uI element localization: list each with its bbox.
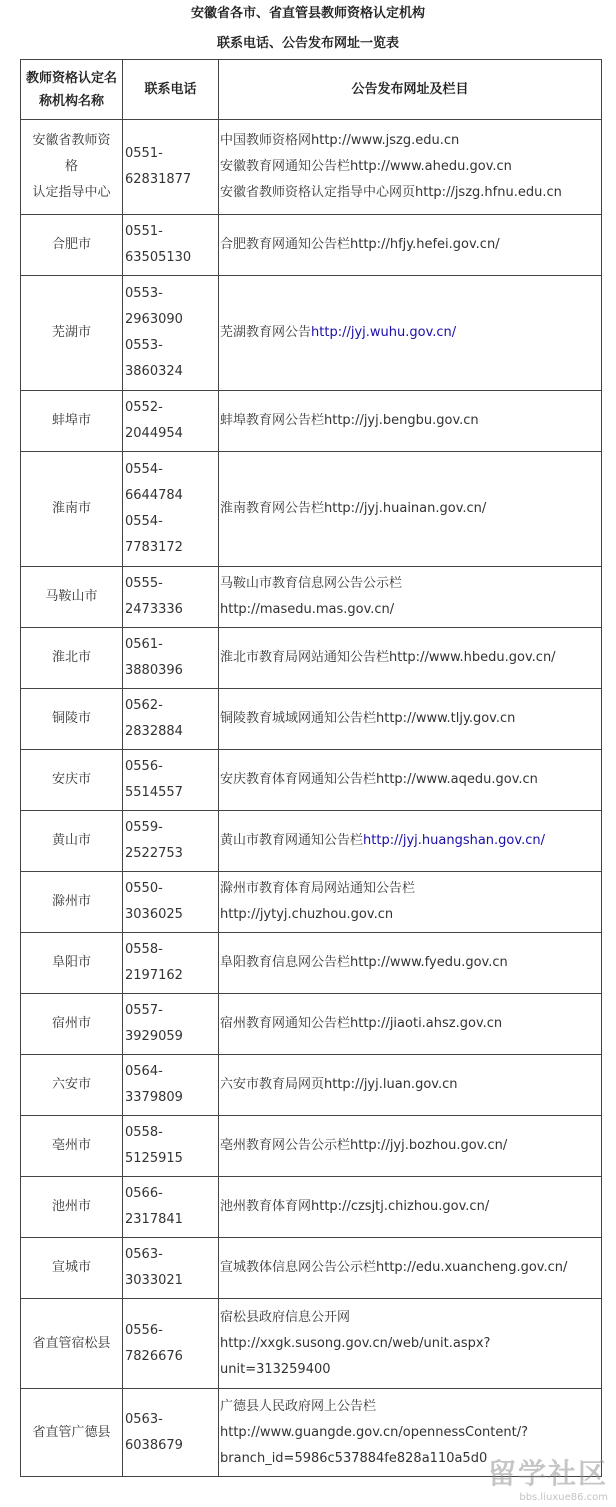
website-text: [220, 1305, 599, 1331]
org-name-cell: [21, 391, 123, 452]
phone-text: 0554-: [125, 514, 163, 529]
table-row: [21, 811, 602, 872]
phone-cell: [123, 689, 219, 750]
table-row: [21, 1055, 602, 1116]
website-text: [220, 1420, 599, 1446]
website-cell: [219, 689, 602, 750]
table-row: [21, 452, 602, 567]
org-name-text: 安庆市: [51, 772, 91, 787]
org-name-cell: [21, 689, 123, 750]
org-name-text: 铜陵市: [51, 711, 91, 726]
phone-cell: [123, 391, 219, 452]
org-name-cell: [21, 750, 123, 811]
phone-text: 0556-: [125, 1322, 163, 1338]
org-name-cell: [21, 1177, 123, 1238]
website-cell: [219, 391, 602, 452]
website-text: [220, 408, 599, 434]
phone-text: 2522753: [125, 846, 183, 861]
website-text: [220, 1133, 599, 1159]
phone-text: 2963090: [125, 312, 183, 327]
header-site: 公告发布网址及栏目: [219, 60, 602, 120]
contact-table: [20, 59, 602, 1477]
website-label: 蚌埠教育网公告栏http://jyj.bengbu.gov.cn: [220, 413, 479, 428]
website-label: 马鞍山市教育信息网公告公示栏: [220, 576, 403, 591]
website-text: [220, 645, 599, 671]
org-name-cell: [21, 811, 123, 872]
phone-text: 7783172: [125, 540, 183, 555]
phone-text: 2317841: [125, 1212, 183, 1227]
website-text: [220, 597, 599, 623]
org-name-text: 认定指导中心: [32, 185, 111, 200]
phone-text: 3860324: [125, 364, 183, 379]
phone-text: 6038679: [125, 1437, 183, 1453]
watermark-logo: 留学社区: [487, 1457, 608, 1490]
table-row: [21, 1177, 602, 1238]
phone-text: 0557-: [125, 1003, 163, 1018]
website-link[interactable]: http://jyj.wuhu.gov.cn/: [311, 325, 457, 340]
website-label: http://xxgk.susong.gov.cn/web/unit.aspx?: [220, 1335, 491, 1351]
phone-cell: [123, 994, 219, 1055]
phone-cell: [123, 872, 219, 933]
document-subtitle: 联系电话、公告发布网址一览表: [216, 36, 399, 51]
org-name-cell: [21, 872, 123, 933]
phone-text: 2197162: [125, 968, 183, 983]
document-title: 安徽省各市、省直管县教师资格认定机构: [190, 6, 425, 21]
website-cell: [219, 628, 602, 689]
website-cell: [219, 1299, 602, 1389]
website-cell: [219, 276, 602, 391]
phone-cell: [123, 120, 219, 215]
website-cell: [219, 215, 602, 276]
website-cell: [219, 120, 602, 215]
phone-cell: [123, 567, 219, 628]
website-label: 宣城教体信息网公告公示栏http://edu.xuancheng.gov.cn/: [220, 1260, 568, 1275]
phone-text: 3036025: [125, 907, 183, 922]
website-text: [220, 706, 599, 732]
phone-text: 0558-: [125, 1125, 163, 1140]
website-text: [220, 1011, 599, 1037]
watermark-url: bbs.liuxue86.com: [519, 1492, 608, 1503]
org-name-cell: [21, 215, 123, 276]
website-label: branch_id=5986c537884fe828a110a5d0: [220, 1450, 488, 1466]
phone-text: 0555-: [125, 576, 163, 591]
org-name-cell: [21, 120, 123, 215]
website-text: [220, 128, 599, 154]
org-name-text: 省直管宿松县: [32, 1335, 111, 1351]
org-name-text: 格: [64, 159, 78, 174]
website-link[interactable]: http://jyj.huangshan.gov.cn/: [363, 833, 545, 848]
phone-cell: [123, 1299, 219, 1389]
phone-text: 0552-: [125, 400, 163, 415]
website-label: 合肥教育网通知公告栏http://hfjy.hefei.gov.cn/: [220, 237, 500, 252]
website-text: [220, 1072, 599, 1098]
org-name-text: 蚌埠市: [51, 413, 91, 428]
website-label: http://jytyj.chuzhou.gov.cn: [220, 907, 394, 922]
website-label: 中国教师资格网http://www.jszg.edu.cn: [220, 133, 460, 148]
phone-text: 5514557: [125, 785, 183, 800]
org-name-text: 亳州市: [51, 1138, 91, 1153]
website-label: unit=313259400: [220, 1361, 331, 1377]
org-name-text: 宿州市: [51, 1016, 91, 1031]
website-label: 淮北市教育局网站通知公告栏http://www.hbedu.gov.cn/: [220, 650, 556, 665]
org-name-text: 黄山市: [51, 833, 91, 848]
website-cell: [219, 750, 602, 811]
website-cell: [219, 567, 602, 628]
org-name-cell: [21, 1238, 123, 1299]
website-label: 淮南教育网公告栏http://jyj.huainan.gov.cn/: [220, 501, 487, 516]
table-row: [21, 215, 602, 276]
org-name-text: 阜阳市: [51, 955, 91, 970]
table-row: [21, 933, 602, 994]
org-name-text: 宣城市: [51, 1260, 91, 1275]
org-name-cell: [21, 1116, 123, 1177]
phone-cell: [123, 1116, 219, 1177]
phone-text: 0562-: [125, 698, 163, 713]
website-label: 黄山市教育网通知公告栏: [220, 833, 364, 848]
table-row: [21, 120, 602, 215]
website-cell: [219, 1116, 602, 1177]
phone-text: 3929059: [125, 1029, 183, 1044]
phone-text: 0551-: [125, 146, 163, 161]
website-label: 亳州教育网公告公示栏http://jyj.bozhou.gov.cn/: [220, 1138, 508, 1153]
org-name-text: 芜湖市: [51, 325, 91, 340]
website-cell: [219, 1177, 602, 1238]
website-text: [220, 950, 599, 976]
phone-text: 0556-: [125, 759, 163, 774]
table-row: [21, 1299, 602, 1389]
table-row: [21, 391, 602, 452]
website-cell: [219, 933, 602, 994]
org-name-text: 安徽省教师资: [32, 133, 111, 148]
website-text: [220, 1331, 599, 1357]
table-row: [21, 1116, 602, 1177]
table-row: [21, 628, 602, 689]
website-text: [220, 571, 599, 597]
table-body: [21, 120, 602, 1477]
website-label: 广德县人民政府网上公告栏: [220, 1398, 377, 1414]
website-cell: [219, 811, 602, 872]
org-name-text: 滁州市: [51, 894, 91, 909]
website-cell: [219, 452, 602, 567]
website-label: 安徽教育网通知公告栏http://www.ahedu.gov.cn: [220, 159, 512, 174]
website-text: [220, 1255, 599, 1281]
website-label: 阜阳教育信息网公告栏http://www.fyedu.gov.cn: [220, 955, 508, 970]
phone-text: 0563-: [125, 1247, 163, 1262]
website-cell: [219, 994, 602, 1055]
website-label: 滁州市教育体育局网站通知公告栏: [220, 881, 416, 896]
website-text: [220, 902, 599, 928]
phone-cell: [123, 1238, 219, 1299]
header-org: 教师资格认定名称机构名称: [21, 60, 123, 120]
website-text: [220, 1394, 599, 1420]
website-label: 芜湖教育网公告: [220, 325, 312, 340]
phone-text: 0554-: [125, 462, 163, 477]
phone-cell: [123, 452, 219, 567]
website-text: [220, 180, 599, 206]
org-name-cell: [21, 567, 123, 628]
website-text: [220, 876, 599, 902]
phone-text: 62831877: [125, 172, 192, 187]
phone-text: 2832884: [125, 724, 183, 739]
org-name-cell: [21, 452, 123, 567]
table-row: [21, 1238, 602, 1299]
phone-text: 5125915: [125, 1151, 183, 1166]
phone-text: 2044954: [125, 426, 183, 441]
phone-cell: [123, 1055, 219, 1116]
website-label: 安徽省教师资格认定指导中心网页http://jszg.hfnu.edu.cn: [220, 185, 562, 200]
phone-cell: [123, 811, 219, 872]
org-name-text: 马鞍山市: [45, 589, 98, 604]
watermark: [488, 1452, 608, 1503]
org-name-cell: [21, 1299, 123, 1389]
phone-text: 2473336: [125, 602, 183, 617]
org-name-cell: [21, 1055, 123, 1116]
table-row: [21, 750, 602, 811]
website-label: 六安市教育局网页http://jyj.luan.gov.cn: [220, 1077, 458, 1092]
phone-text: 6644784: [125, 488, 183, 503]
phone-cell: [123, 1389, 219, 1477]
org-name-text: 六安市: [51, 1077, 91, 1092]
phone-text: 0564-: [125, 1064, 163, 1079]
org-name-cell: [21, 994, 123, 1055]
website-cell: [219, 1238, 602, 1299]
website-label: http://www.guangde.gov.cn/opennessContent/?: [220, 1424, 528, 1440]
phone-cell: [123, 628, 219, 689]
table-header-row: [21, 60, 602, 120]
phone-text: 0559-: [125, 820, 163, 835]
org-name-cell: [21, 1389, 123, 1477]
phone-text: 0551-: [125, 224, 163, 239]
org-name-cell: [21, 933, 123, 994]
table-row: [21, 872, 602, 933]
website-text: [220, 1357, 599, 1383]
website-cell: [219, 1055, 602, 1116]
phone-cell: [123, 215, 219, 276]
org-name-cell: [21, 628, 123, 689]
org-name-text: 淮北市: [51, 650, 91, 665]
phone-text: 63505130: [125, 250, 192, 265]
website-label: 宿松县政府信息公开网: [220, 1309, 351, 1325]
org-name-text: 池州市: [51, 1199, 91, 1214]
website-text: [220, 232, 599, 258]
header-tel: 联系电话: [123, 60, 219, 120]
website-text: [220, 1194, 599, 1220]
website-text: [220, 828, 599, 854]
website-label: 宿州教育网通知公告栏http://jiaoti.ahsz.gov.cn: [220, 1016, 503, 1031]
org-name-text: 合肥市: [51, 237, 91, 252]
table-row: [21, 689, 602, 750]
phone-text: 3880396: [125, 663, 183, 678]
table-row: [21, 276, 602, 391]
phone-text: 0563-: [125, 1411, 163, 1427]
phone-cell: [123, 1177, 219, 1238]
website-text: [220, 320, 599, 346]
phone-text: 0566-: [125, 1186, 163, 1201]
website-text: [220, 154, 599, 180]
org-name-text: 淮南市: [51, 501, 91, 516]
website-label: 铜陵教育城域网通知公告栏http://www.tljy.gov.cn: [220, 711, 516, 726]
phone-text: 0553-: [125, 338, 163, 353]
table-row: [21, 994, 602, 1055]
phone-text: 0550-: [125, 881, 163, 896]
table-row: [21, 567, 602, 628]
phone-text: 0553-: [125, 286, 163, 301]
org-name-text: 省直管广德县: [32, 1424, 111, 1440]
website-label: http://masedu.mas.gov.cn/: [220, 602, 395, 617]
org-name-cell: [21, 276, 123, 391]
phone-text: 3033021: [125, 1273, 183, 1288]
website-label: 池州教育体育网http://czsjtj.chizhou.gov.cn/: [220, 1199, 490, 1214]
website-cell: [219, 872, 602, 933]
website-label: 安庆教育体育网通知公告栏http://www.aqedu.gov.cn: [220, 772, 538, 787]
phone-cell: [123, 750, 219, 811]
phone-text: 0558-: [125, 942, 163, 957]
phone-text: 3379809: [125, 1090, 183, 1105]
phone-text: 0561-: [125, 637, 163, 652]
website-text: [220, 767, 599, 793]
website-text: [220, 496, 599, 522]
phone-cell: [123, 933, 219, 994]
phone-text: 7826676: [125, 1348, 183, 1364]
phone-cell: [123, 276, 219, 391]
